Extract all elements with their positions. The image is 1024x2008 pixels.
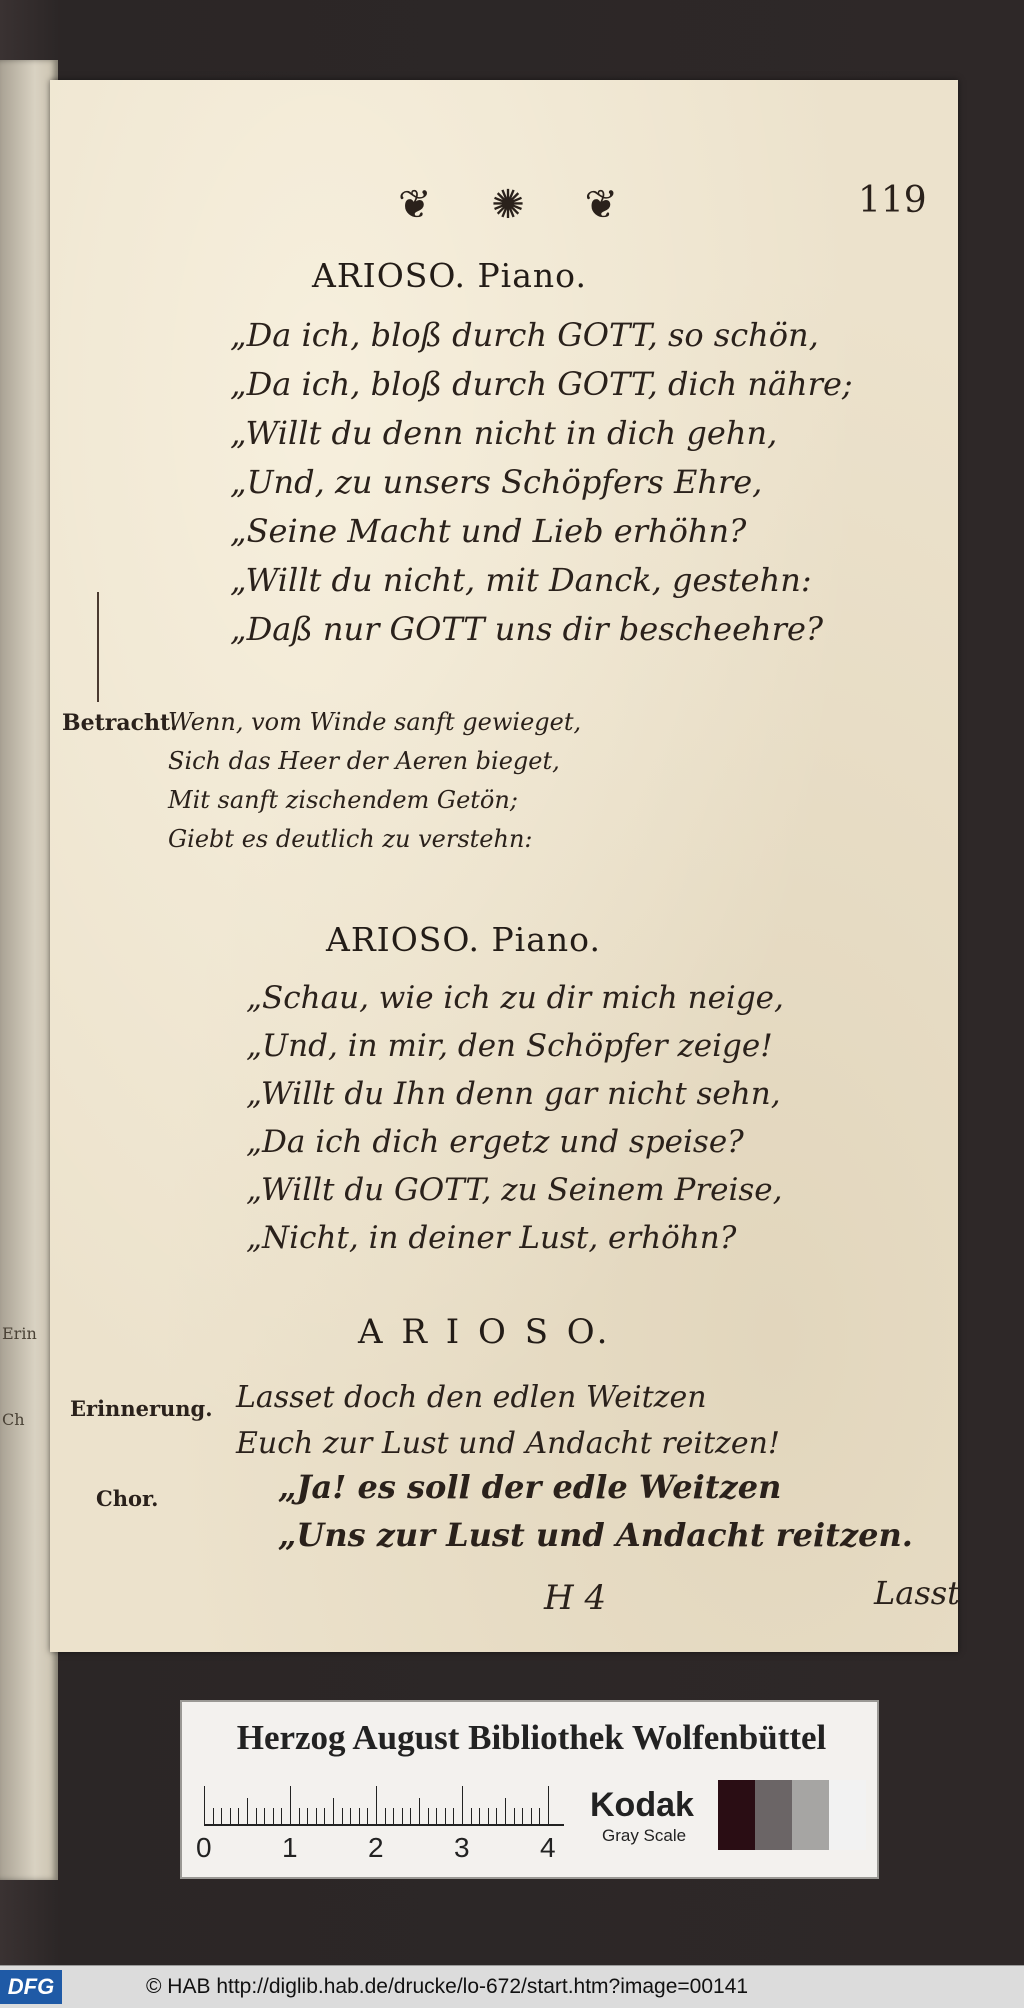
- previous-page-fragment: Erin: [2, 1324, 37, 1343]
- gray-swatch: [792, 1780, 829, 1850]
- verse-line: Sich das Heer der Aeren bieget,: [168, 747, 560, 775]
- verse-line: Giebt es deutlich zu verstehn:: [168, 825, 533, 853]
- section-heading: A R I O S O.: [358, 1312, 612, 1352]
- ruler-tick: [213, 1808, 214, 1824]
- verse-line: „Da ich dich ergetz und speise?: [246, 1124, 744, 1160]
- color-calibration-card: [180, 1700, 879, 1879]
- ruler-tick: [514, 1808, 515, 1824]
- verse-line: „Daß nur GOTT uns dir bescheehre?: [230, 610, 824, 648]
- ruler-tick: [488, 1808, 489, 1824]
- ruler-tick: [299, 1808, 300, 1824]
- ruler-tick: [307, 1808, 308, 1824]
- ruler-tick: [428, 1808, 429, 1824]
- ruler-number: 3: [454, 1832, 470, 1863]
- measurement-ruler: [204, 1784, 564, 1826]
- ruler-tick: [256, 1808, 257, 1824]
- ruler-number: 4: [540, 1832, 556, 1863]
- verse-line: „Willt du denn nicht in dich gehn,: [230, 414, 778, 452]
- section-heading: ARIOSO. Piano.: [326, 920, 601, 959]
- ruler-tick: [445, 1808, 446, 1824]
- ruler-tick: [402, 1808, 403, 1824]
- ruler-tick: [221, 1808, 222, 1824]
- ruler-tick: [496, 1808, 497, 1824]
- verse-line: „Schau, wie ich zu dir mich neige,: [246, 980, 784, 1016]
- fleuron-icon: ❦: [398, 182, 432, 228]
- verse-line: „Willt du Ihn denn gar nicht sehn,: [246, 1076, 781, 1112]
- section-heading: ARIOSO. Piano.: [312, 256, 587, 295]
- speaker-label: Betracht.: [62, 710, 178, 736]
- ruler-tick: [342, 1808, 343, 1824]
- grayscale-label: Gray Scale: [602, 1826, 687, 1845]
- ruler-tick: [333, 1798, 334, 1824]
- ruler-tick: [281, 1808, 282, 1824]
- ruler-tick: [471, 1808, 472, 1824]
- ruler-tick: [522, 1808, 523, 1824]
- verse-line: „Ja! es soll der edle Weitzen: [278, 1468, 782, 1506]
- gray-swatch: [755, 1780, 792, 1850]
- ruler-tick: [367, 1808, 368, 1824]
- ruler-number: 0: [196, 1832, 212, 1863]
- verse-line: „Da ich, bloß durch GOTT, so schön,: [230, 316, 819, 354]
- ruler-number: 1: [282, 1832, 298, 1863]
- ruler-tick: [539, 1808, 540, 1824]
- ruler-tick: [410, 1808, 411, 1824]
- verse-line: „Willt du GOTT, zu Seinem Preise,: [246, 1172, 783, 1208]
- ruler-tick: [230, 1808, 231, 1824]
- dfg-logo: DFG: [0, 1970, 62, 2004]
- ruler-tick: [453, 1808, 454, 1824]
- gray-swatch: [829, 1780, 866, 1850]
- ruler-tick: [290, 1786, 291, 1824]
- library-name: Herzog August Bibliothek Wolfenbüttel: [236, 1718, 827, 1757]
- ruler-tick: [264, 1808, 265, 1824]
- ruler-tick: [204, 1786, 205, 1824]
- ruler-tick: [238, 1808, 239, 1824]
- verse-line: „Nicht, in deiner Lust, erhöhn?: [246, 1220, 737, 1256]
- gray-swatch: [718, 1780, 755, 1850]
- ruler-tick: [316, 1808, 317, 1824]
- credit-text: © HAB http://diglib.hab.de/drucke/lo-672/start.htm?image=00141: [146, 1975, 749, 1998]
- page-number: 119: [858, 180, 927, 221]
- ruler-tick: [531, 1808, 532, 1824]
- verse-line: Euch zur Lust und Andacht reitzen!: [236, 1426, 780, 1461]
- book-page: [50, 80, 961, 1652]
- ruler-tick: [436, 1808, 437, 1824]
- verse-line: „Und, zu unsers Schöpfers Ehre,: [230, 463, 763, 501]
- ruler-tick: [247, 1798, 248, 1824]
- verse-line: „Seine Macht und Lieb erhöhn?: [230, 512, 747, 550]
- ruler-tick: [385, 1808, 386, 1824]
- ruler-tick: [350, 1808, 351, 1824]
- previous-page-fragment: Ch: [2, 1410, 25, 1429]
- catchword: Lasst: [874, 1574, 961, 1612]
- speaker-label: Chor.: [96, 1486, 159, 1511]
- ruler-tick: [479, 1808, 480, 1824]
- signature-mark: H 4: [544, 1578, 607, 1618]
- ruler-tick: [324, 1808, 325, 1824]
- margin-mark: [97, 592, 99, 702]
- grayscale-swatches: [718, 1780, 866, 1850]
- rosette-icon: ✺: [491, 182, 525, 228]
- verse-line: Wenn, vom Winde sanft gewieget,: [168, 708, 582, 736]
- ruler-tick: [505, 1798, 506, 1824]
- header-ornament: [398, 180, 618, 230]
- speaker-label: Erinnerung.: [70, 1396, 213, 1421]
- ruler-tick: [376, 1786, 377, 1824]
- footer-bar: [0, 1965, 1024, 2008]
- ruler-tick: [548, 1786, 549, 1824]
- ruler-tick: [273, 1808, 274, 1824]
- kodak-brand: Kodak: [590, 1786, 694, 1824]
- fleuron-icon: ❦: [584, 182, 618, 228]
- ruler-tick: [462, 1786, 463, 1824]
- verse-line: „Da ich, bloß durch GOTT, dich nähre;: [230, 365, 853, 403]
- ruler-tick: [359, 1808, 360, 1824]
- ruler-number: 2: [368, 1832, 384, 1863]
- verse-line: Mit sanft zischendem Getön;: [168, 786, 518, 814]
- ruler-tick: [393, 1808, 394, 1824]
- verse-line: „Uns zur Lust und Andacht reitzen.: [278, 1516, 913, 1554]
- verse-line: „Willt du nicht, mit Danck, gestehn:: [230, 561, 812, 599]
- verse-line: „Und, in mir, den Schöpfer zeige!: [246, 1028, 773, 1064]
- ruler-tick: [419, 1798, 420, 1824]
- verse-line: Lasset doch den edlen Weitzen: [236, 1380, 707, 1415]
